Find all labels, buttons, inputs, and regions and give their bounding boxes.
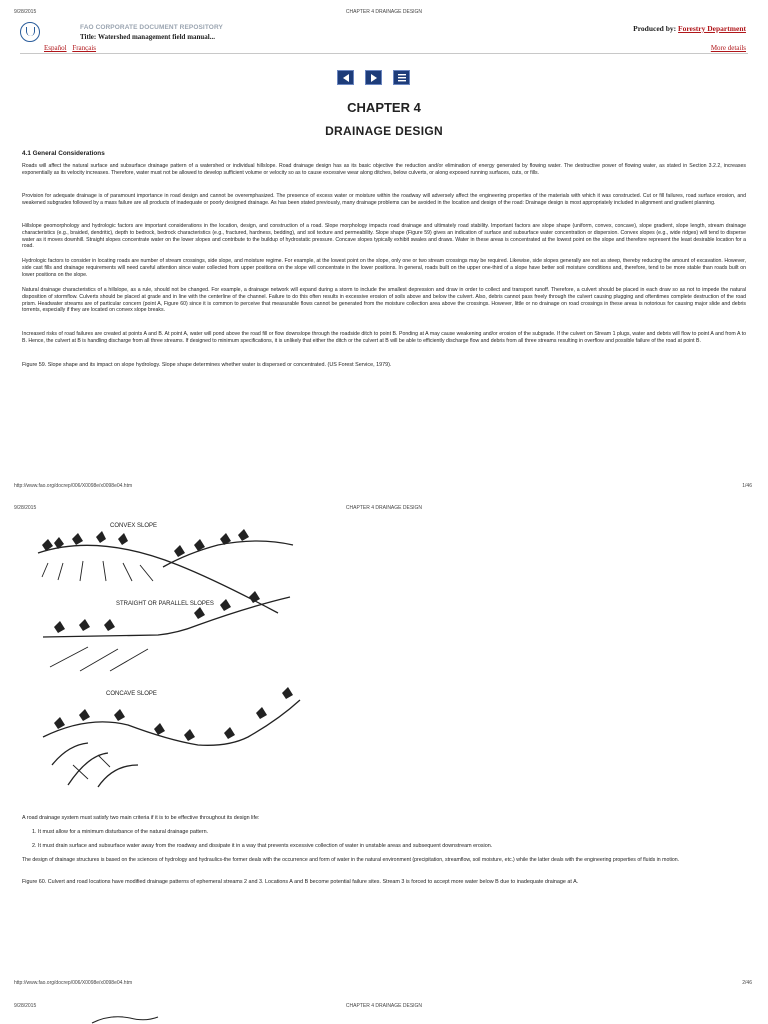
chapter-subtitle: DRAINAGE DESIGN [325, 124, 443, 138]
produced-by [633, 24, 746, 33]
previous-button[interactable] [337, 70, 354, 85]
print-header-page1 [0, 6, 768, 20]
paragraph-2: Provision for adequate drainage is of paramount importance in road design and cannot be overemphasized. The presence of excess water or moisture within the roadway will adversely affect the engineering properties of the materials with which it was constructed. Cut or fill failures, road surface erosion, and weakened subgrades followed by a mass failure are all products of inadequate or poorly designed drainage. As has been stated previously, many drainage problems can be avoided in the location and design of the road: Drainage design is most appropriately included in alignment and gradient planning. [22, 193, 746, 206]
print-date: 9/28/2015 [14, 9, 37, 15]
arrow-left-icon [341, 73, 351, 83]
figure-60-caption: Figure 60. Culvert and road locations have modified drainage patterns of ephemeral streams 2 and 3. Locations A and B become potential failure sites. Stream 3 is forced to accept more water below B due to inadequate drainage at A. [22, 879, 579, 885]
print-header-page2 [0, 502, 768, 516]
section-heading: 4.1 General Considerations [22, 150, 105, 157]
lang-french-link[interactable]: Français [72, 44, 97, 52]
print-footer-page1 [0, 483, 768, 495]
figure-60-top-fragment [90, 1014, 160, 1024]
list-icon [397, 73, 407, 83]
next-button[interactable] [365, 70, 382, 85]
figure-59-slope-diagram [28, 515, 328, 805]
paragraph-6: Increased risks of road failures are created at points A and B. At point A, water will pond above the road fill or flow downslope through the roadside ditch to point B. Ponding at A may cause weakening and/or erosion of the subgrade. If the culvert on Stream 1 plugs, water and debris will flow to point A and from A to B. Hence, the culvert at B is handling discharge from all three streams. If designed to minimum specifications, it is unlikely that either the ditch or the culvert at B will be able to efficiently discharge flow and debris from all three streams resulting in overflow and possible failure of the road at point B. [22, 331, 746, 344]
print-date: 9/28/2015 [14, 1003, 37, 1009]
design-paragraph: The design of drainage structures is based on the sciences of hydrology and hydraulics-the former deals with the occurrence and form of water in the natural environment (precipitation, streamflow, soil moisture, etc.) while the latter deals with the engineering properties of fluids in motion. [22, 857, 680, 863]
chapter-title: CHAPTER 4 [347, 100, 421, 115]
print-page-number: 2/46 [742, 980, 752, 986]
forestry-department-link[interactable]: Forestry Department [678, 24, 746, 33]
criteria-intro: A road drainage system must satisfy two main criteria if it is to be effective throughout its design life: [22, 815, 260, 821]
concave-draw-line-1 [52, 743, 88, 765]
print-footer-page2 [0, 980, 768, 992]
concave-draw-line-3 [98, 765, 138, 787]
repository-title: FAO CORPORATE DOCUMENT REPOSITORY [80, 24, 223, 31]
print-url: http://www.fao.org/docrep/006/X0098e/x0098e04.htm [14, 483, 133, 489]
contents-button[interactable] [393, 70, 410, 85]
print-date: 9/28/2015 [14, 505, 37, 511]
fao-logo-icon[interactable] [20, 22, 40, 42]
print-url: http://www.fao.org/docrep/006/X0098e/x0098e04.htm [14, 980, 133, 986]
print-header-page3 [0, 1000, 768, 1014]
print-title: CHAPTER 4 DRAINAGE DESIGN [345, 505, 423, 511]
print-title: CHAPTER 4 DRAINAGE DESIGN [345, 1003, 423, 1009]
title-label: Title: [80, 33, 97, 41]
figure-59-caption: Figure 59. Slope shape and its impact on slope hydrology. Slope shape determines whether water is dispersed or concentrated. (US Forest Service, 1979). [22, 362, 392, 368]
convex-slope-label: CONVEX SLOPE [110, 523, 158, 529]
lang-spanish-link[interactable]: Español [44, 44, 67, 52]
document-title [80, 33, 215, 41]
header-divider [20, 53, 748, 54]
print-page-number: 1/46 [742, 483, 752, 489]
concave-draw-line-2 [68, 753, 108, 785]
paragraph-3: Hillslope geomorphology and hydrologic factors are important considerations in the location, design, and construction of a road. Slope morphology impacts road drainage and ultimately road stability. Important factors are slope shape (uniform, convex, concave), slope gradient, slope length, stream drainage characteristics (e.g., braided, dendritic), depth to bedrock, bedrock characteristics (e.g., fractured, hardness, bedding), and soil texture and permeability. Slope shape (Figure 59) gives an indication of surface and subsurface water concentration or dispersion. Convex slopes (e.g., wide ridges) will tend to disperse water as it moves downhill. Straight slopes concentrate water on the lower slopes and contribute to the buildup of hydrostatic pressure. Concave slopes typically exhibit swales and draws. Water in these areas is concentrated at the lowest point on the slope and therefore represent the least desirable location for a road. [22, 223, 746, 250]
produced-label: Produced by: [633, 24, 677, 33]
criteria-item-1: 1. It must allow for a minimum disturbance of the natural drainage pattern. [32, 829, 209, 835]
arrow-right-icon [369, 73, 379, 83]
paragraph-5: Natural drainage characteristics of a hillslope, as a rule, should not be changed. For example, a drainage network will expand during a storm to include the smallest depression and draw in order to collect and transport runoff. Therefore, a culvert should be placed in each draw so as not to impede the natural disposition of stormflow. Culverts should be placed at grade and in line with the centerline of the channel. Failure to do this often results in excessive erosion of soils above and below the culvert. Also, debris cannot pass freely through the culvert causing plugging and oftentimes complete destruction of the road prism. Headwater streams are of particular concern (point A, Figure 60) since it is common to perceive that measurable flows cannot be generated from the moisture collection area above the crossings. However, little or no drainage on road crossings in these areas is notorious for causing major slide and debris torrents, especially if they are located on convex slope breaks. [22, 287, 746, 314]
concave-slope-line [43, 700, 300, 745]
paragraph-1: Roads will affect the natural surface and subsurface drainage pattern of a watershed or individual hillslope. Road drainage design has as its basic objective the reduction and/or elimination of energy generated by flowing water. The destructive power of flowing water, as stated in Section 3.2.2, increases exponentially as its velocity increases. Therefore, water must not be allowed to develop sufficient volume or velocity so as to cause excessive wear along ditches, below culverts, or along exposed running surfaces, cuts, or fills. [22, 163, 746, 176]
straight-slope-label: STRAIGHT OR PARALLEL SLOPES [116, 601, 214, 607]
language-links [44, 44, 100, 52]
print-title: CHAPTER 4 DRAINAGE DESIGN [345, 9, 423, 15]
title-value: Watershed management field manual... [97, 33, 216, 41]
concave-slope-label: CONCAVE SLOPE [106, 691, 157, 697]
paragraph-4: Hydrologic factors to consider in locating roads are number of stream crossings, side slope, and moisture regime. For example, at the lowest point on the slope, only one or two stream crossings may be required. Likewise, side slopes generally are not as steep, thereby reducing the amount of excavation. However, side cast fills and drainage requirements will need careful attention since water collected from upper positions on the slope will concentrate in the lower positions. In general, roads built on the upper one-third of a slope have better soil moisture conditions and, therefore, tend to be more stable than roads built on lower positions on the slope. [22, 258, 746, 278]
criteria-item-2: 2. It must drain surface and subsurface water away from the roadway and dissipate it in a way that prevents excessive collection of water in unstable areas and subsequent downstream erosion. [32, 843, 493, 849]
more-details-link[interactable]: More details [710, 44, 746, 52]
